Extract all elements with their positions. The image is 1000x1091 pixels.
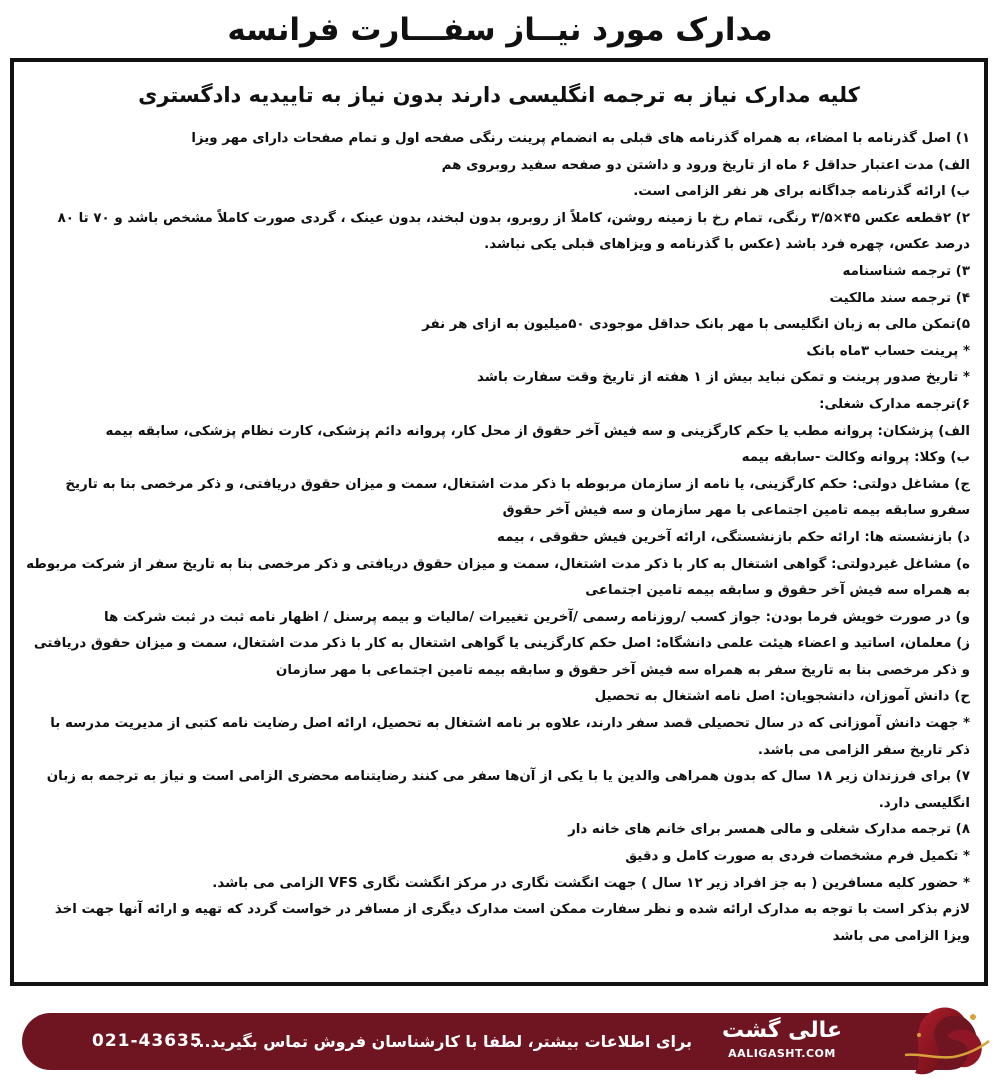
- aaligasht-logo-icon: [895, 995, 995, 1087]
- list-item: ج) مشاغل دولتی: حکم کارگزینی، یا نامه از سازمان مربوطه با ذکر مدت اشتغال، سمت و میزان حقوق دریافتی، و ذکر مرخصی بنا به تاریخ سفرو سابقه بیمه تامین اجتماعی با مهر سازمان و سه فیش آخر حقوق: [65, 476, 970, 519]
- list-item: الف) مدت اعتبار حداقل ۶ ماه از تاریخ ورود و داشتن دو صفحه سفید روبروی هم: [441, 157, 970, 173]
- requirements-list: [26, 126, 970, 950]
- list-item: ۶)ترجمه مدارک شغلی:: [819, 396, 970, 412]
- contact-text: برای اطلاعات بیشتر، لطفا با کارشناسان فروش تماس بگیرید...: [192, 1032, 692, 1051]
- list-item: ب) وکلا: پروانه وکالت -سابقه بیمه: [741, 450, 970, 466]
- list-item: ه) مشاغل غیردولتی: گواهی اشتغال به کار با ذکر مدت اشتغال، سمت و میزان حقوق دریافتی و ذکر مرخصی بنا به تاریخ سفر از شرکت مربوطه به همراه سه فیش آخر حقوق و سابقه بیمه تامین اجتماعی: [26, 556, 970, 599]
- list-item: ۷) برای فرزندان زیر ۱۸ سال که بدون همراهی والدین یا با یکی از آن‌ها سفر می کنند رضایتنامه محضری الزامی است و نیاز به ترجمه به زبان انگلیسی دارد.: [46, 769, 970, 811]
- list-item: ۴) ترجمه سند مالکیت: [829, 290, 970, 306]
- list-item: ۲) ۲قطعه عکس ۴۵×۳/۵ رنگی، تمام رخ با زمینه روشن، کاملاً از روبرو، بدون لبخند، بدون عینک ، گردی صورت کاملاً مشخص باشد و ۷۰ تا ۸۰ درصد عکس، چهره فرد باشد (عکس با گذرنامه و ویزاهای قبلی یکی نباشد.: [57, 210, 970, 253]
- list-item: * حضور کلیه مسافرین ( به جز افراد زیر ۱۲ سال ) جهت انگشت نگاری در مرکز انگشت نگاری VFS الزامی می باشد.: [212, 875, 970, 891]
- list-item: و) در صورت خویش فرما بودن: جواز کسب /روزنامه رسمی /آخرین تغییرات /مالیات و بیمه پرسنل / اظهار نامه ثبت در ثبت شرکت ها: [104, 609, 970, 625]
- list-item: ب) ارائه گذرنامه جداگانه برای هر نفر الزامی است.: [633, 184, 970, 200]
- list-item: ز) معلمان، اساتید و اعضاء هیئت علمی دانشگاه: اصل حکم کارگزینی یا گواهی اشتغال به کار با ذکر مدت اشتغال، سمت و میزان حقوق دریافتی و ذکر مرخصی بنا به تاریخ سفر به همراه سه فیش آخر حقوق و سابقه بیمه تامین اجتماعی با مهر سازمان: [33, 636, 970, 678]
- list-item: الف) پزشکان: پروانه مطب یا حکم کارگزینی و سه فیش آخر حقوق از محل کار، پروانه دائم پزشکی، کارت نظام پزشکی، سابقه بیمه: [105, 423, 970, 439]
- list-item: ح) دانش آموزان، دانشجویان: اصل نامه اشتغال به تحصیل: [594, 689, 970, 705]
- contact-banner: [22, 1013, 977, 1070]
- list-item: * تکمیل فرم مشخصات فردی به صورت کامل و دقیق: [625, 849, 970, 865]
- list-item: ۸) ترجمه مدارک شغلی و مالی همسر برای خانم های خانه دار: [568, 822, 970, 838]
- list-item: * تاریخ صدور پرینت و تمکن نباید بیش از ۱ هفته از تاریخ وقت سفارت باشد: [477, 370, 970, 386]
- list-item: ۳) ترجمه شناسنامه: [842, 263, 970, 279]
- list-item: لازم بذکر است با توجه به مدارک ارائه شده و نظر سفارت ممکن است مدارک دیگری از مسافر در خواست گردد که تهیه و ارائه آنها جهت اخذ ویزا الزامی می باشد: [54, 902, 970, 944]
- list-item: ۵)تمکن مالی به زبان انگلیسی با مهر بانک حداقل موجودی ۵۰میلیون به ازای هر نفر: [422, 317, 970, 333]
- page-title: مدارک مورد نیــاز سفـــارت فرانسه: [227, 12, 773, 48]
- phone-number[interactable]: 021-43635: [92, 1031, 203, 1051]
- brand-url[interactable]: AALIGASHT.COM: [728, 1047, 836, 1060]
- list-item: ۱) اصل گذرنامه با امضاء، به همراه گذرنامه های قبلی به انضمام پرینت رنگی صفحه اول و تمام صفحات دارای مهر ویزا: [191, 131, 970, 146]
- list-item: * جهت دانش آموزانی که در سال تحصیلی قصد سفر دارند، علاوه بر نامه اشتغال به تحصیل، ارائه اصل رضایت نامه کتبی از مدیریت مدرسه با ذکر تاریخ سفر الزامی می باشد.: [50, 716, 970, 758]
- list-item: د) بازنشسته ها: ارائه حکم بازنشستگی، ارائه آخرین فیش حقوقی ، بیمه: [496, 529, 970, 545]
- brand-name: عالی گشت: [722, 1018, 842, 1043]
- requirements-box: [10, 58, 988, 986]
- list-item: * پرینت حساب ۳ماه بانک: [806, 343, 970, 359]
- box-title: کلیه مدارک نیاز به ترجمه انگلیسی دارند بدون نیاز به تاییدیه دادگستری: [138, 83, 860, 107]
